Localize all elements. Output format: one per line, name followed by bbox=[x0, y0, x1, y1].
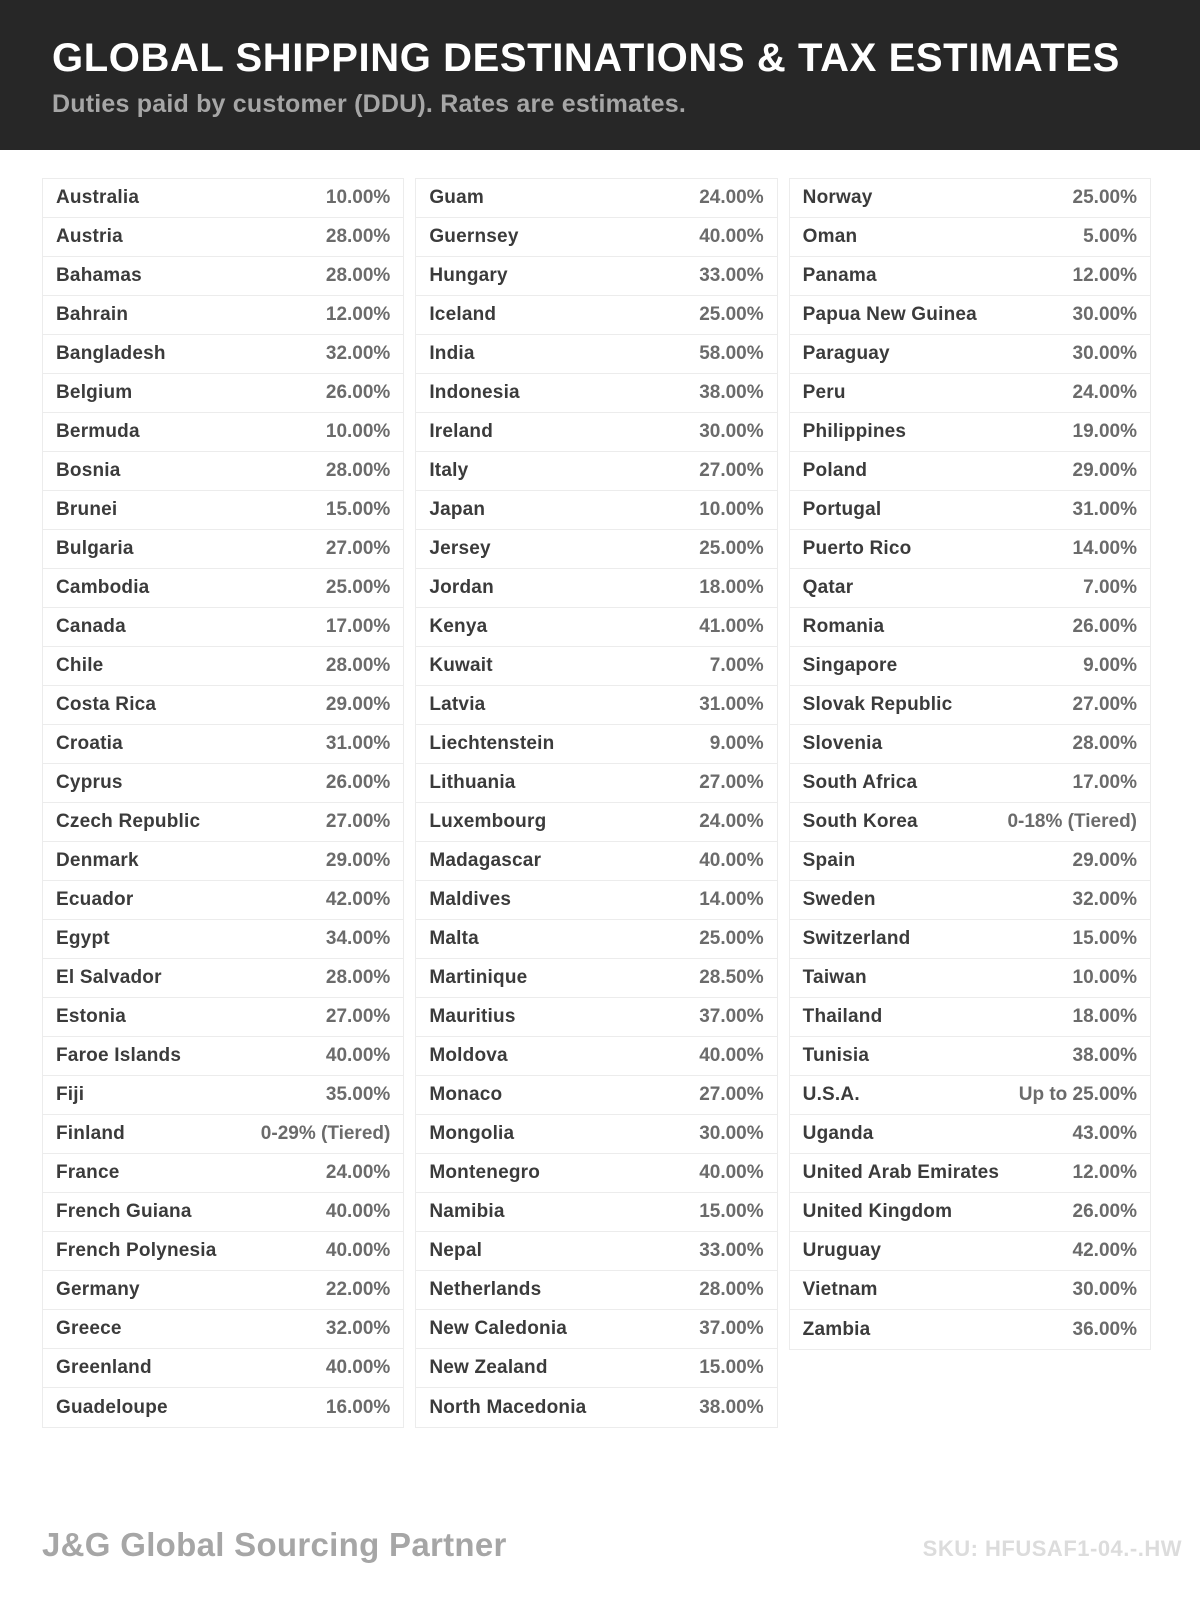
rate-value: 22.00% bbox=[325, 1279, 391, 1300]
country-label: Singapore bbox=[802, 655, 898, 676]
rate-value: 28.00% bbox=[1072, 733, 1137, 754]
table-row bbox=[416, 335, 776, 374]
rate-value: 26.00% bbox=[1072, 616, 1137, 637]
rate-value: 29.00% bbox=[1072, 850, 1137, 871]
table-row bbox=[416, 959, 776, 998]
country-label: Ireland bbox=[429, 421, 494, 442]
table-row bbox=[790, 569, 1150, 608]
table-row bbox=[43, 686, 403, 725]
table-row bbox=[790, 1310, 1150, 1349]
rate-value: 35.00% bbox=[325, 1084, 391, 1105]
country-label: Kuwait bbox=[429, 655, 493, 676]
country-label: Portugal bbox=[802, 499, 882, 520]
table-row bbox=[416, 764, 776, 803]
table-row bbox=[416, 647, 776, 686]
table-row bbox=[416, 1271, 776, 1310]
country-label: Jordan bbox=[429, 577, 494, 598]
rate-value: 15.00% bbox=[1072, 928, 1137, 949]
rate-value: 42.00% bbox=[1072, 1240, 1137, 1261]
table-row bbox=[416, 179, 776, 218]
table-row bbox=[43, 1193, 403, 1232]
table-row bbox=[790, 296, 1150, 335]
country-label: Latvia bbox=[429, 694, 486, 715]
table-row bbox=[416, 881, 776, 920]
rate-value: 38.00% bbox=[699, 382, 764, 403]
country-label: Australia bbox=[56, 187, 140, 208]
country-label: Chile bbox=[56, 655, 104, 676]
rate-value: 19.00% bbox=[1072, 421, 1137, 442]
country-label: North Macedonia bbox=[429, 1396, 587, 1418]
table-row bbox=[790, 1154, 1150, 1193]
rate-value: 0-18% (Tiered) bbox=[1007, 811, 1137, 832]
country-label: Papua New Guinea bbox=[802, 304, 977, 325]
country-label: Guam bbox=[429, 187, 484, 208]
table-row bbox=[416, 686, 776, 725]
rate-value: 24.00% bbox=[1072, 382, 1137, 403]
table-row bbox=[790, 998, 1150, 1037]
country-label: Germany bbox=[56, 1279, 140, 1300]
page-footer bbox=[42, 1526, 1182, 1564]
country-label: Austria bbox=[56, 226, 123, 247]
rate-value: Up to 25.00% bbox=[1018, 1084, 1137, 1105]
country-label: Jersey bbox=[429, 538, 491, 559]
table-row bbox=[43, 1037, 403, 1076]
rate-value: 27.00% bbox=[325, 1006, 391, 1027]
rate-value: 26.00% bbox=[325, 772, 391, 793]
rate-value: 18.00% bbox=[699, 577, 764, 598]
country-label: Indonesia bbox=[429, 382, 520, 403]
rate-value: 32.00% bbox=[1072, 889, 1137, 910]
country-label: Zambia bbox=[802, 1318, 871, 1340]
table-row bbox=[43, 608, 403, 647]
table-row bbox=[790, 1193, 1150, 1232]
page-subtitle: Duties paid by customer (DDU). Rates are estimates. bbox=[52, 90, 687, 118]
table-row bbox=[43, 491, 403, 530]
country-label: Moldova bbox=[429, 1045, 508, 1066]
country-label: Guadeloupe bbox=[56, 1396, 168, 1418]
rate-value: 26.00% bbox=[325, 382, 391, 403]
country-label: Uganda bbox=[802, 1123, 874, 1144]
rate-value: 27.00% bbox=[325, 811, 391, 832]
rate-value: 30.00% bbox=[699, 1123, 764, 1144]
rate-value: 28.00% bbox=[325, 967, 391, 988]
rate-value: 24.00% bbox=[699, 811, 764, 832]
table-row bbox=[416, 569, 776, 608]
rate-value: 29.00% bbox=[325, 850, 391, 871]
country-label: Maldives bbox=[429, 889, 512, 910]
country-label: Mongolia bbox=[429, 1123, 515, 1144]
country-label: El Salvador bbox=[56, 967, 162, 988]
rate-value: 15.00% bbox=[699, 1201, 764, 1222]
table-row bbox=[416, 1232, 776, 1271]
rate-value: 29.00% bbox=[1072, 460, 1137, 481]
page-title: GLOBAL SHIPPING DESTINATIONS & TAX ESTIMATES bbox=[52, 36, 1120, 80]
country-label: Norway bbox=[802, 187, 873, 208]
table-row bbox=[43, 530, 403, 569]
country-label: Spain bbox=[802, 850, 856, 871]
table-row bbox=[790, 374, 1150, 413]
country-label: French Guiana bbox=[56, 1201, 192, 1222]
rate-value: 10.00% bbox=[325, 187, 391, 208]
country-label: Bangladesh bbox=[56, 343, 166, 364]
country-label: Namibia bbox=[429, 1201, 505, 1222]
table-row bbox=[790, 335, 1150, 374]
table-row bbox=[43, 296, 403, 335]
table-row bbox=[790, 1115, 1150, 1154]
table-row bbox=[43, 374, 403, 413]
rate-value: 30.00% bbox=[1072, 304, 1137, 325]
table-row bbox=[43, 764, 403, 803]
rate-value: 10.00% bbox=[325, 421, 391, 442]
table-row bbox=[416, 725, 776, 764]
table-row bbox=[790, 218, 1150, 257]
country-label: Martinique bbox=[429, 967, 528, 988]
table-row bbox=[43, 218, 403, 257]
country-label: Netherlands bbox=[429, 1279, 542, 1300]
table-row bbox=[416, 530, 776, 569]
rate-value: 14.00% bbox=[1072, 538, 1137, 559]
table-row bbox=[790, 764, 1150, 803]
table-row bbox=[416, 1388, 776, 1427]
table-row bbox=[790, 881, 1150, 920]
table-row bbox=[416, 452, 776, 491]
rate-value: 16.00% bbox=[325, 1396, 391, 1418]
country-label: New Zealand bbox=[429, 1357, 548, 1378]
rate-value: 40.00% bbox=[325, 1045, 391, 1066]
rate-value: 28.00% bbox=[325, 655, 391, 676]
table-row bbox=[790, 725, 1150, 764]
rate-value: 40.00% bbox=[325, 1240, 391, 1261]
rate-value: 7.00% bbox=[1083, 577, 1137, 598]
table-row bbox=[43, 725, 403, 764]
table-row bbox=[790, 452, 1150, 491]
table-row bbox=[416, 374, 776, 413]
country-label: Peru bbox=[802, 382, 846, 403]
rate-value: 17.00% bbox=[325, 616, 391, 637]
rate-value: 30.00% bbox=[1072, 1279, 1137, 1300]
rate-value: 12.00% bbox=[1072, 1162, 1137, 1183]
table-row bbox=[790, 491, 1150, 530]
rate-value: 31.00% bbox=[699, 694, 764, 715]
rate-value: 32.00% bbox=[325, 343, 391, 364]
rate-value: 12.00% bbox=[1072, 265, 1137, 286]
country-label: France bbox=[56, 1162, 120, 1183]
rate-value: 58.00% bbox=[699, 343, 764, 364]
country-label: Fiji bbox=[56, 1084, 85, 1105]
rate-value: 43.00% bbox=[1072, 1123, 1137, 1144]
country-label: Kenya bbox=[429, 616, 488, 637]
country-label: Belgium bbox=[56, 382, 133, 403]
rate-value: 24.00% bbox=[325, 1162, 391, 1183]
table-row bbox=[790, 413, 1150, 452]
rate-value: 12.00% bbox=[325, 304, 391, 325]
table-row bbox=[416, 1310, 776, 1349]
table-row bbox=[43, 998, 403, 1037]
table-row bbox=[416, 218, 776, 257]
table-row bbox=[790, 959, 1150, 998]
rate-value: 40.00% bbox=[325, 1357, 391, 1378]
country-label: Malta bbox=[429, 928, 479, 949]
country-label: Luxembourg bbox=[429, 811, 547, 832]
rate-value: 0-29% (Tiered) bbox=[260, 1123, 391, 1144]
country-label: Japan bbox=[429, 499, 486, 520]
table-row bbox=[43, 803, 403, 842]
table-row bbox=[43, 1232, 403, 1271]
table-row bbox=[790, 803, 1150, 842]
country-label: Egypt bbox=[56, 928, 110, 949]
rate-value: 34.00% bbox=[325, 928, 391, 949]
rate-value: 5.00% bbox=[1083, 226, 1137, 247]
country-label: Guernsey bbox=[429, 226, 519, 247]
country-label: Bahamas bbox=[56, 265, 142, 286]
country-label: French Polynesia bbox=[56, 1240, 217, 1261]
country-label: Philippines bbox=[802, 421, 907, 442]
table-row bbox=[790, 257, 1150, 296]
rate-value: 18.00% bbox=[1072, 1006, 1137, 1027]
table-row bbox=[43, 1271, 403, 1310]
table-row bbox=[416, 1076, 776, 1115]
country-label: Italy bbox=[429, 460, 469, 481]
rate-value: 40.00% bbox=[699, 1162, 764, 1183]
table-row bbox=[43, 257, 403, 296]
table-row bbox=[790, 920, 1150, 959]
table-row bbox=[43, 1349, 403, 1388]
country-label: Cambodia bbox=[56, 577, 150, 598]
rate-value: 27.00% bbox=[325, 538, 391, 559]
rate-value: 9.00% bbox=[1083, 655, 1137, 676]
country-label: Paraguay bbox=[802, 343, 890, 364]
country-label: Estonia bbox=[56, 1006, 127, 1027]
rate-value: 30.00% bbox=[699, 421, 764, 442]
rate-value: 40.00% bbox=[699, 226, 764, 247]
rate-value: 25.00% bbox=[699, 304, 764, 325]
country-label: Ecuador bbox=[56, 889, 134, 910]
table-column-3 bbox=[789, 178, 1151, 1350]
rate-value: 25.00% bbox=[699, 928, 764, 949]
tax-rate-table bbox=[42, 178, 1151, 1428]
rate-value: 40.00% bbox=[325, 1201, 391, 1222]
country-label: Iceland bbox=[429, 304, 497, 325]
country-label: Czech Republic bbox=[56, 811, 201, 832]
country-label: U.S.A. bbox=[802, 1084, 860, 1105]
table-row bbox=[43, 413, 403, 452]
country-label: Madagascar bbox=[429, 850, 542, 871]
country-label: Switzerland bbox=[802, 928, 911, 949]
rate-value: 37.00% bbox=[699, 1318, 764, 1339]
table-row bbox=[790, 647, 1150, 686]
table-row bbox=[43, 1115, 403, 1154]
table-row bbox=[43, 920, 403, 959]
table-row bbox=[43, 1310, 403, 1349]
country-label: South Korea bbox=[802, 811, 918, 832]
rate-value: 27.00% bbox=[699, 1084, 764, 1105]
country-label: New Caledonia bbox=[429, 1318, 568, 1339]
table-row bbox=[416, 257, 776, 296]
country-label: Hungary bbox=[429, 265, 508, 286]
country-label: Qatar bbox=[802, 577, 854, 598]
brand-name: J&G Global Sourcing Partner bbox=[42, 1526, 507, 1563]
country-label: Canada bbox=[56, 616, 126, 637]
table-row bbox=[416, 842, 776, 881]
table-row bbox=[790, 1037, 1150, 1076]
country-label: Croatia bbox=[56, 733, 123, 754]
table-row bbox=[416, 1037, 776, 1076]
table-row bbox=[416, 998, 776, 1037]
rate-value: 28.00% bbox=[699, 1279, 764, 1300]
table-row bbox=[43, 959, 403, 998]
table-row bbox=[43, 335, 403, 374]
sku-label: SKU: HFUSAF1-04.-.HW bbox=[922, 1536, 1182, 1561]
country-label: Oman bbox=[802, 226, 858, 247]
table-row bbox=[416, 1115, 776, 1154]
country-label: Brunei bbox=[56, 499, 118, 520]
rate-value: 15.00% bbox=[325, 499, 391, 520]
country-label: South Africa bbox=[802, 772, 918, 793]
country-label: Poland bbox=[802, 460, 868, 481]
rate-value: 33.00% bbox=[699, 265, 764, 286]
table-column-1 bbox=[42, 178, 404, 1428]
table-row bbox=[416, 296, 776, 335]
table-row bbox=[790, 1076, 1150, 1115]
country-label: Panama bbox=[802, 265, 877, 286]
rate-value: 31.00% bbox=[1072, 499, 1137, 520]
country-label: India bbox=[429, 343, 475, 364]
rate-value: 24.00% bbox=[699, 187, 764, 208]
country-label: Liechtenstein bbox=[429, 733, 555, 754]
rate-value: 27.00% bbox=[699, 772, 764, 793]
country-label: Romania bbox=[802, 616, 885, 637]
rate-value: 14.00% bbox=[699, 889, 764, 910]
rate-value: 10.00% bbox=[699, 499, 764, 520]
country-label: Taiwan bbox=[802, 967, 867, 988]
country-label: Greece bbox=[56, 1318, 122, 1339]
country-label: Slovenia bbox=[802, 733, 883, 754]
rate-value: 40.00% bbox=[699, 1045, 764, 1066]
table-column-2 bbox=[415, 178, 777, 1428]
rate-value: 28.00% bbox=[325, 460, 391, 481]
page-header bbox=[0, 0, 1200, 150]
rate-value: 40.00% bbox=[699, 850, 764, 871]
table-row bbox=[790, 1271, 1150, 1310]
rate-value: 31.00% bbox=[325, 733, 391, 754]
rate-value: 36.00% bbox=[1072, 1318, 1137, 1340]
rate-value: 29.00% bbox=[325, 694, 391, 715]
table-row bbox=[416, 608, 776, 647]
table-row bbox=[416, 491, 776, 530]
country-label: Slovak Republic bbox=[802, 694, 953, 715]
table-row bbox=[790, 842, 1150, 881]
country-label: United Kingdom bbox=[802, 1201, 953, 1222]
table-row bbox=[43, 1388, 403, 1427]
country-label: Cyprus bbox=[56, 772, 123, 793]
rate-value: 25.00% bbox=[325, 577, 391, 598]
rate-value: 27.00% bbox=[1072, 694, 1137, 715]
country-label: Costa Rica bbox=[56, 694, 157, 715]
rate-value: 28.50% bbox=[699, 967, 764, 988]
rate-value: 9.00% bbox=[709, 733, 764, 754]
rate-value: 42.00% bbox=[325, 889, 391, 910]
rate-value: 32.00% bbox=[325, 1318, 391, 1339]
table-row bbox=[43, 842, 403, 881]
country-label: United Arab Emirates bbox=[802, 1162, 1000, 1183]
rate-value: 7.00% bbox=[709, 655, 764, 676]
rate-value: 10.00% bbox=[1072, 967, 1137, 988]
table-row bbox=[790, 530, 1150, 569]
table-row bbox=[43, 179, 403, 218]
country-label: Finland bbox=[56, 1123, 125, 1144]
rate-value: 28.00% bbox=[325, 226, 391, 247]
rate-value: 27.00% bbox=[699, 460, 764, 481]
table-row bbox=[43, 1076, 403, 1115]
table-row bbox=[416, 413, 776, 452]
rate-value: 30.00% bbox=[1072, 343, 1137, 364]
country-label: Bulgaria bbox=[56, 538, 134, 559]
rate-value: 41.00% bbox=[699, 616, 764, 637]
rate-value: 38.00% bbox=[699, 1396, 764, 1418]
country-label: Bahrain bbox=[56, 304, 129, 325]
table-row bbox=[416, 1154, 776, 1193]
country-label: Thailand bbox=[802, 1006, 883, 1027]
country-label: Bosnia bbox=[56, 460, 121, 481]
table-row bbox=[416, 920, 776, 959]
country-label: Vietnam bbox=[802, 1279, 878, 1300]
rate-value: 25.00% bbox=[699, 538, 764, 559]
table-row bbox=[416, 1349, 776, 1388]
table-row bbox=[43, 881, 403, 920]
rate-value: 38.00% bbox=[1072, 1045, 1137, 1066]
country-label: Uruguay bbox=[802, 1240, 882, 1261]
country-label: Puerto Rico bbox=[802, 538, 912, 559]
country-label: Nepal bbox=[429, 1240, 483, 1261]
country-label: Faroe Islands bbox=[56, 1045, 182, 1066]
country-label: Tunisia bbox=[802, 1045, 870, 1066]
country-label: Bermuda bbox=[56, 421, 140, 442]
rate-value: 26.00% bbox=[1072, 1201, 1137, 1222]
country-label: Greenland bbox=[56, 1357, 152, 1378]
country-label: Lithuania bbox=[429, 772, 516, 793]
rate-value: 33.00% bbox=[699, 1240, 764, 1261]
country-label: Sweden bbox=[802, 889, 876, 910]
table-row bbox=[790, 608, 1150, 647]
table-row bbox=[416, 803, 776, 842]
country-label: Denmark bbox=[56, 850, 139, 871]
country-label: Mauritius bbox=[429, 1006, 516, 1027]
country-label: Montenegro bbox=[429, 1162, 541, 1183]
rate-value: 28.00% bbox=[325, 265, 391, 286]
table-row bbox=[43, 569, 403, 608]
table-row bbox=[43, 1154, 403, 1193]
table-row bbox=[790, 1232, 1150, 1271]
table-row bbox=[790, 179, 1150, 218]
rate-value: 17.00% bbox=[1072, 772, 1137, 793]
table-row bbox=[416, 1193, 776, 1232]
rate-value: 37.00% bbox=[699, 1006, 764, 1027]
table-row bbox=[43, 452, 403, 491]
rate-value: 15.00% bbox=[699, 1357, 764, 1378]
table-row bbox=[43, 647, 403, 686]
country-label: Monaco bbox=[429, 1084, 503, 1105]
rate-value: 25.00% bbox=[1072, 187, 1137, 208]
table-row bbox=[790, 686, 1150, 725]
